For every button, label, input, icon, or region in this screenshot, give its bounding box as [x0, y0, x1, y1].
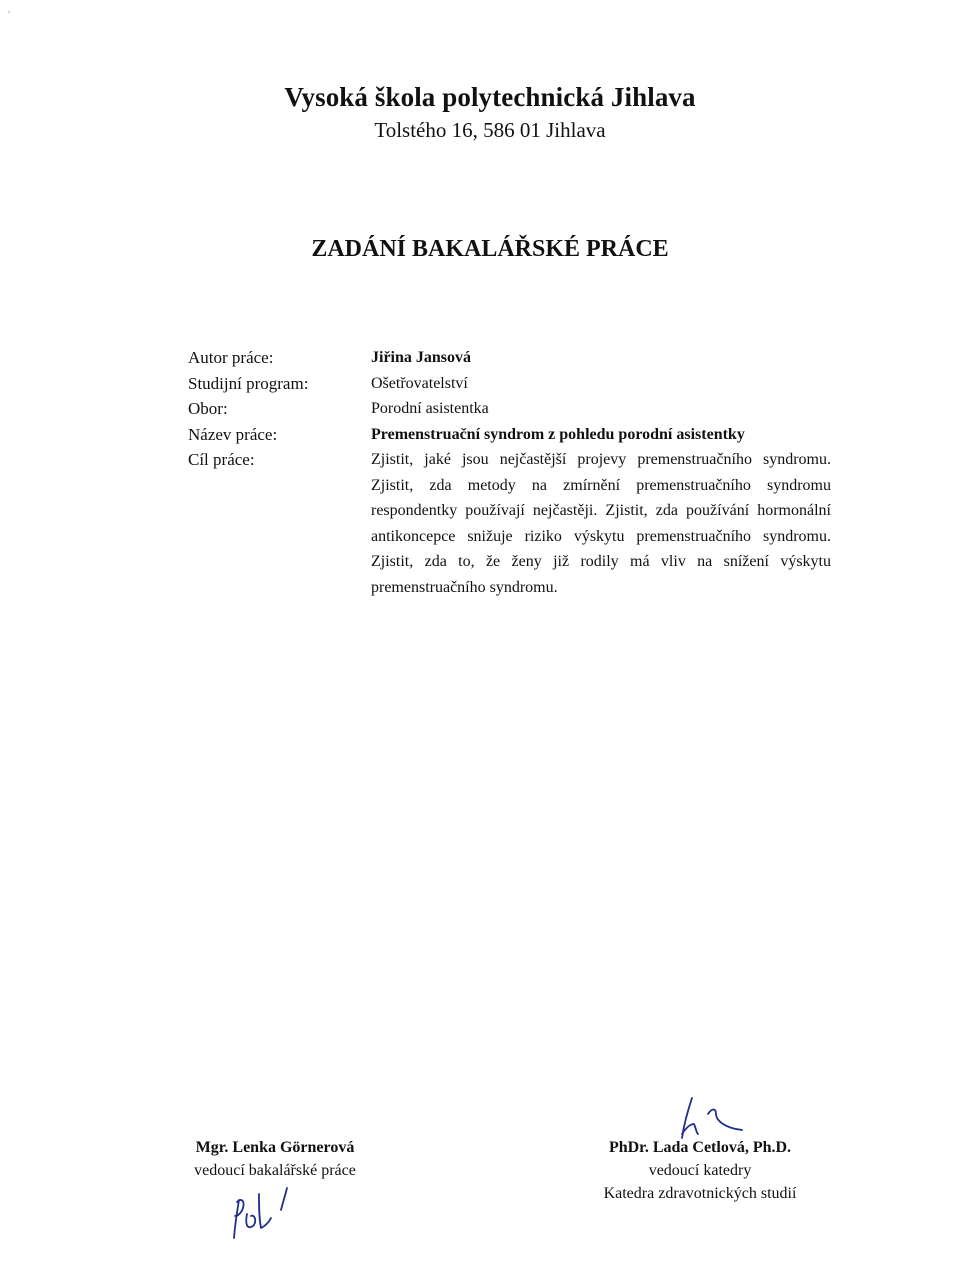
program-value: Ošetřovatelství	[371, 374, 468, 392]
program-label: Studijní program:	[188, 373, 309, 393]
supervisor-handwritten-signature-icon	[225, 1180, 305, 1242]
head-name: PhDr. Lada Cetlová, Ph.D.	[608, 1139, 792, 1156]
goal-label: Cíl práce:	[188, 450, 255, 469]
scan-speck: ,	[8, 4, 11, 14]
thesis-goal-value: Zjistit, jaké jsou nejčastější projevy premenstruačního syndromu. Zjistit, zda metody na zmírnění premenstruačního syndromu respondentky používají nejčastěji. Zjistit, zda používání hormonální antikoncepce snižuje riziko výskytu premenstruačního syndromu. Zjistit, zda to, že ženy již rodily má vliv na snížení výskytu premenstruačního syndromu.	[371, 451, 831, 596]
field-labels	[188, 345, 308, 473]
head-handwritten-signature-icon	[672, 1094, 752, 1142]
document-title: ZADÁNÍ BAKALÁŘSKÉ PRÁCE	[311, 236, 669, 262]
field-values	[371, 345, 831, 600]
field-value: Porodní asistentka	[371, 400, 489, 417]
field-label: Obor:	[188, 399, 228, 418]
author-label: Autor práce:	[188, 348, 274, 367]
department-name: Katedra zdravotnických studií	[603, 1185, 797, 1202]
head-signature-block	[570, 1136, 830, 1205]
school-address: Tolstého 16, 586 01 Jihlava	[374, 118, 606, 142]
thesis-title-value: Premenstruační syndrom z pohledu porodní asistentky	[371, 425, 745, 443]
author-value: Jiřina Jansová	[371, 349, 472, 366]
supervisor-name: Mgr. Lenka Görnerová	[195, 1139, 355, 1156]
supervisor-signature-block	[175, 1136, 375, 1182]
school-name: Vysoká škola polytechnická Jihlava	[284, 82, 696, 112]
supervisor-role: vedoucí bakalářské práce	[194, 1162, 356, 1179]
title-label: Název práce:	[188, 424, 278, 444]
head-role: vedoucí katedry	[648, 1162, 752, 1179]
